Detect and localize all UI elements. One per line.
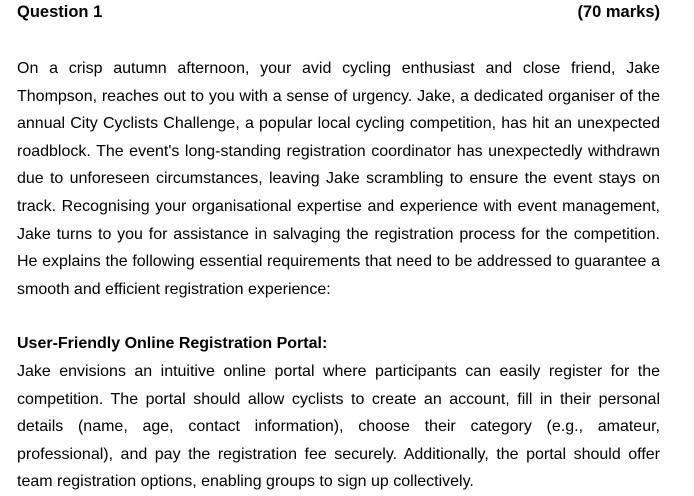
section-paragraph: Jake envisions an intuitive online portal where participants can easily register for the competition. The portal should allow cyclists to create an account, fill in their personal details (name, age, contact information), choose their category (e.g., amateur, professional), and pay the registration fee securely. Additionally, the portal should offer team registration options, enabling groups to sign up collectively. <box>17 362 660 491</box>
section-heading: User-Friendly Online Registration Portal: <box>17 335 328 353</box>
question-title: Question 1 <box>17 3 103 21</box>
intro-paragraph: On a crisp autumn afternoon, your avid cycling enthusiast and close friend, Jake Thompson, reaches out to you with a sense of urgency. Jake, a dedicated organiser of the annual City Cyclists Challenge, a popular local cycling competition, has hit an unexpected roadblock. The event's long-standing registration coordinator has unexpectedly withdrawn due to unforeseen circumstances, leaving Jake scrambling to ensure the event stays on track. Recognising your organisational expertise and experience with event management, Jake turns to you for assistance in salvaging the registration process for the competition. He explains the following essential requirements that need to be addressed to guarantee a smooth and efficient registration experience: <box>17 60 660 298</box>
question-marks: (70 marks) <box>577 3 660 21</box>
question-header <box>17 0 660 23</box>
